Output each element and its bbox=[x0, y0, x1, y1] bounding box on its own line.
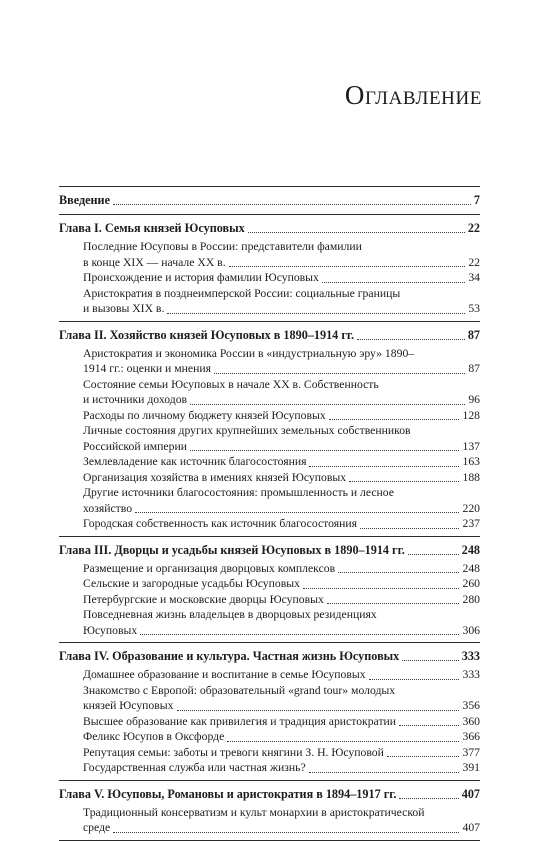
toc-entry-page: 163 bbox=[462, 455, 480, 468]
toc-chapter-page: 7 bbox=[473, 193, 480, 207]
toc-entry-page: 260 bbox=[462, 577, 480, 590]
toc-entry-text: Аристократия в позднеимперской России: социальные границы bbox=[83, 286, 401, 300]
toc-section bbox=[59, 322, 480, 537]
toc-subsection-list bbox=[59, 561, 480, 643]
toc-entry-text: Другие источники благосостояния: промышленность и лесное bbox=[83, 486, 394, 499]
toc-entry-page: 391 bbox=[462, 761, 480, 774]
toc-chapter-page: 87 bbox=[467, 327, 480, 342]
leader-dots bbox=[399, 725, 459, 726]
toc-chapter-title: Введение bbox=[59, 193, 110, 207]
toc-entry-row bbox=[83, 592, 480, 608]
toc-entry-text: Феликс Юсупов в Оксфорде bbox=[83, 730, 225, 743]
toc-entry-text: среде bbox=[83, 821, 111, 834]
toc-chapter-title: Глава V. Юсуповы, Романовы и аристократия в 1894–1917 гг. bbox=[59, 786, 397, 801]
toc-entry-text: Организация хозяйства в имениях князей Юсуповых bbox=[83, 470, 347, 484]
toc-entry-page: 407 bbox=[462, 821, 480, 834]
leader-dots bbox=[338, 572, 459, 573]
toc-entry-row bbox=[83, 820, 480, 836]
toc-entry[interactable] bbox=[83, 714, 480, 730]
toc-chapter-title: Глава IV. Образование и культура. Частная жизнь Юсуповых bbox=[59, 649, 400, 663]
toc-entry-page: 280 bbox=[462, 592, 480, 606]
toc-entry-row bbox=[83, 270, 480, 286]
leader-dots bbox=[113, 204, 471, 205]
toc-chapter-page: 333 bbox=[461, 649, 480, 663]
toc-entry[interactable] bbox=[83, 485, 480, 516]
toc-entry[interactable] bbox=[83, 745, 480, 761]
leader-dots bbox=[248, 232, 465, 233]
toc-entry-page: 366 bbox=[462, 730, 480, 743]
leader-dots bbox=[322, 282, 465, 283]
toc-chapter-title: Глава II. Хозяйство князей Юсуповых в 1890–1914 гг. bbox=[59, 327, 355, 342]
toc-entry[interactable] bbox=[83, 408, 480, 424]
leader-dots bbox=[135, 512, 459, 513]
toc-section bbox=[59, 643, 480, 781]
toc-entry-page: 237 bbox=[462, 517, 480, 530]
toc-entry-text: Состояние семьи Юсуповых в начале XX в. Собственность bbox=[83, 377, 379, 391]
toc-subsection-list bbox=[59, 346, 480, 536]
toc-entry-text: Традиционный консерватизм и культ монархии в аристократической bbox=[83, 805, 425, 819]
leader-dots bbox=[387, 756, 460, 757]
toc-entry-text: князей Юсуповых bbox=[83, 699, 174, 712]
toc-chapter-page: 22 bbox=[467, 221, 480, 235]
toc-entry-text: Последние Юсуповы в России: представители фамилии bbox=[83, 240, 362, 253]
toc-entry[interactable] bbox=[83, 729, 480, 745]
toc-entry-row bbox=[83, 439, 480, 455]
leader-dots bbox=[327, 603, 460, 604]
toc-entry-row bbox=[83, 760, 480, 776]
toc-entry-text: Знакомство с Европой: образовательный «grand tour» молодых bbox=[83, 683, 396, 697]
toc-entry-page: 128 bbox=[462, 408, 480, 422]
leader-dots bbox=[402, 660, 458, 661]
toc-entry[interactable] bbox=[83, 667, 480, 683]
toc-entry-row bbox=[83, 714, 480, 730]
toc-entry[interactable] bbox=[83, 239, 480, 270]
toc-entry-row bbox=[83, 729, 480, 745]
toc-entry-page: 22 bbox=[468, 255, 480, 269]
toc-chapter-row[interactable] bbox=[59, 322, 480, 349]
toc-entry-text: Домашнее образование и воспитание в семье Юсуповых bbox=[83, 668, 366, 681]
toc-entry[interactable] bbox=[83, 516, 480, 532]
toc-entry-page: 188 bbox=[462, 470, 480, 484]
leader-dots bbox=[214, 373, 465, 374]
leader-dots bbox=[329, 419, 460, 420]
toc-section bbox=[59, 781, 480, 841]
leader-dots bbox=[227, 741, 459, 742]
toc-entry-text: Расходы по личному бюджету князей Юсуповых bbox=[83, 408, 326, 422]
toc-chapter-row[interactable] bbox=[59, 643, 480, 670]
page-title: Оглавление bbox=[344, 80, 482, 111]
leader-dots bbox=[167, 313, 465, 314]
toc-entry-text: Повседневная жизнь владельцев в дворцовых резиденциях bbox=[83, 608, 377, 621]
toc-entry-page: 34 bbox=[468, 271, 480, 284]
toc-entry-text: Размещение и организация дворцовых комплексов bbox=[83, 561, 336, 575]
toc-entry-text: и источники доходов bbox=[83, 393, 188, 406]
toc-entry-text: Российской империи bbox=[83, 439, 187, 453]
toc-entry-row bbox=[83, 698, 480, 714]
toc-chapter-title: Глава III. Дворцы и усадьбы князей Юсуповых в 1890–1914 гг. bbox=[59, 542, 405, 557]
toc-subsection-list bbox=[59, 667, 480, 780]
toc-entry[interactable] bbox=[83, 377, 480, 408]
toc-entry-row bbox=[83, 301, 480, 317]
leader-dots bbox=[113, 832, 459, 833]
leader-dots bbox=[360, 528, 459, 529]
toc-entry-text: в конце XIX — начале XX в. bbox=[83, 255, 226, 269]
toc-entry-page: 306 bbox=[462, 623, 480, 637]
toc-section bbox=[59, 537, 480, 644]
toc-entry-row bbox=[83, 745, 480, 761]
toc-entry[interactable] bbox=[83, 423, 480, 454]
toc-entry-text: Личные состояния других крупнейших земельных собственников bbox=[83, 424, 411, 437]
toc-subsection-list bbox=[59, 239, 480, 321]
toc-entry-page: 53 bbox=[468, 302, 480, 315]
toc-entry-text: Землевладение как источник благосостояния bbox=[83, 455, 307, 468]
leader-dots bbox=[229, 266, 466, 267]
toc-entry[interactable] bbox=[83, 346, 480, 377]
toc-entry-page: 333 bbox=[462, 668, 480, 681]
toc-entry-text: Происхождение и история фамилии Юсуповых bbox=[83, 271, 319, 284]
leader-dots bbox=[309, 466, 459, 467]
toc-chapter-row[interactable] bbox=[59, 215, 480, 242]
toc-entry-row bbox=[83, 576, 480, 592]
toc-entry-row bbox=[83, 623, 480, 639]
toc-entry[interactable] bbox=[83, 270, 480, 286]
toc-entry-page: 377 bbox=[462, 745, 480, 759]
toc-entry-text: и вызовы XIX в. bbox=[83, 302, 165, 315]
toc-entry-page: 87 bbox=[468, 362, 480, 375]
toc-entry-page: 220 bbox=[462, 501, 480, 515]
toc-entry[interactable] bbox=[83, 286, 480, 317]
toc-entry-row bbox=[83, 392, 480, 408]
leader-dots bbox=[369, 679, 460, 680]
leader-dots bbox=[190, 450, 460, 451]
toc-entry[interactable] bbox=[83, 760, 480, 776]
toc-entry-text: Высшее образование как привилегия и традиция аристократии bbox=[83, 714, 397, 728]
toc-entry-row bbox=[83, 561, 480, 577]
leader-dots bbox=[303, 588, 460, 589]
toc-entry[interactable] bbox=[83, 805, 480, 836]
toc-entry[interactable] bbox=[83, 576, 480, 592]
toc-chapter-row[interactable] bbox=[59, 537, 480, 564]
toc-entry-page: 137 bbox=[462, 439, 480, 453]
table-of-contents bbox=[59, 186, 480, 841]
toc-section bbox=[59, 187, 480, 215]
toc-entry-text: Городская собственность как источник благосостояния bbox=[83, 517, 358, 530]
toc-chapter-page: 407 bbox=[461, 786, 480, 801]
toc-entry-row bbox=[83, 501, 480, 517]
toc-entry-text: 1914 гг.: оценки и мнения bbox=[83, 362, 211, 375]
toc-chapter-page: 248 bbox=[461, 542, 480, 557]
toc-entry-text: Государственная служба или частная жизнь? bbox=[83, 761, 306, 774]
leader-dots bbox=[357, 339, 465, 340]
toc-entry-text: Репутация семьи: заботы и тревоги княгини З. Н. Юсуповой bbox=[83, 745, 384, 759]
toc-entry-row bbox=[83, 255, 480, 271]
toc-entry-row bbox=[83, 516, 480, 532]
toc-entry-page: 356 bbox=[462, 699, 480, 712]
toc-entry-text: Аристократия и экономика России в «индустриальную эру» 1890– bbox=[83, 346, 415, 360]
toc-entry-text: Петербургские и московские дворцы Юсуповых bbox=[83, 592, 324, 606]
toc-entry-page: 96 bbox=[468, 393, 480, 406]
leader-dots bbox=[349, 481, 459, 482]
toc-entry-row bbox=[83, 470, 480, 486]
toc-entry[interactable] bbox=[83, 561, 480, 577]
toc-entry[interactable] bbox=[83, 683, 480, 714]
leader-dots bbox=[309, 772, 460, 773]
leader-dots bbox=[190, 404, 465, 405]
toc-chapter-title: Глава I. Семья князей Юсуповых bbox=[59, 221, 245, 235]
leader-dots bbox=[399, 798, 458, 799]
toc-entry-text: Сельские и загородные усадьбы Юсуповых bbox=[83, 577, 300, 590]
toc-entry-text: хозяйство bbox=[83, 501, 133, 515]
toc-entry-row bbox=[83, 454, 480, 470]
toc-section bbox=[59, 215, 480, 322]
toc-entry-page: 248 bbox=[462, 561, 480, 575]
toc-entry[interactable] bbox=[83, 470, 480, 486]
toc-chapter-row[interactable] bbox=[59, 781, 480, 808]
toc-entry[interactable] bbox=[83, 454, 480, 470]
toc-entry-page: 360 bbox=[462, 714, 480, 728]
leader-dots bbox=[177, 710, 460, 711]
toc-chapter-row[interactable] bbox=[59, 187, 480, 214]
toc-subsection-list bbox=[59, 805, 480, 840]
toc-entry-row bbox=[83, 361, 480, 377]
toc-entry[interactable] bbox=[83, 592, 480, 608]
toc-entry-text: Юсуповых bbox=[83, 623, 138, 637]
toc-entry-row bbox=[83, 667, 480, 683]
leader-dots bbox=[140, 634, 459, 635]
leader-dots bbox=[408, 554, 459, 555]
toc-entry[interactable] bbox=[83, 607, 480, 638]
toc-entry-row bbox=[83, 408, 480, 424]
